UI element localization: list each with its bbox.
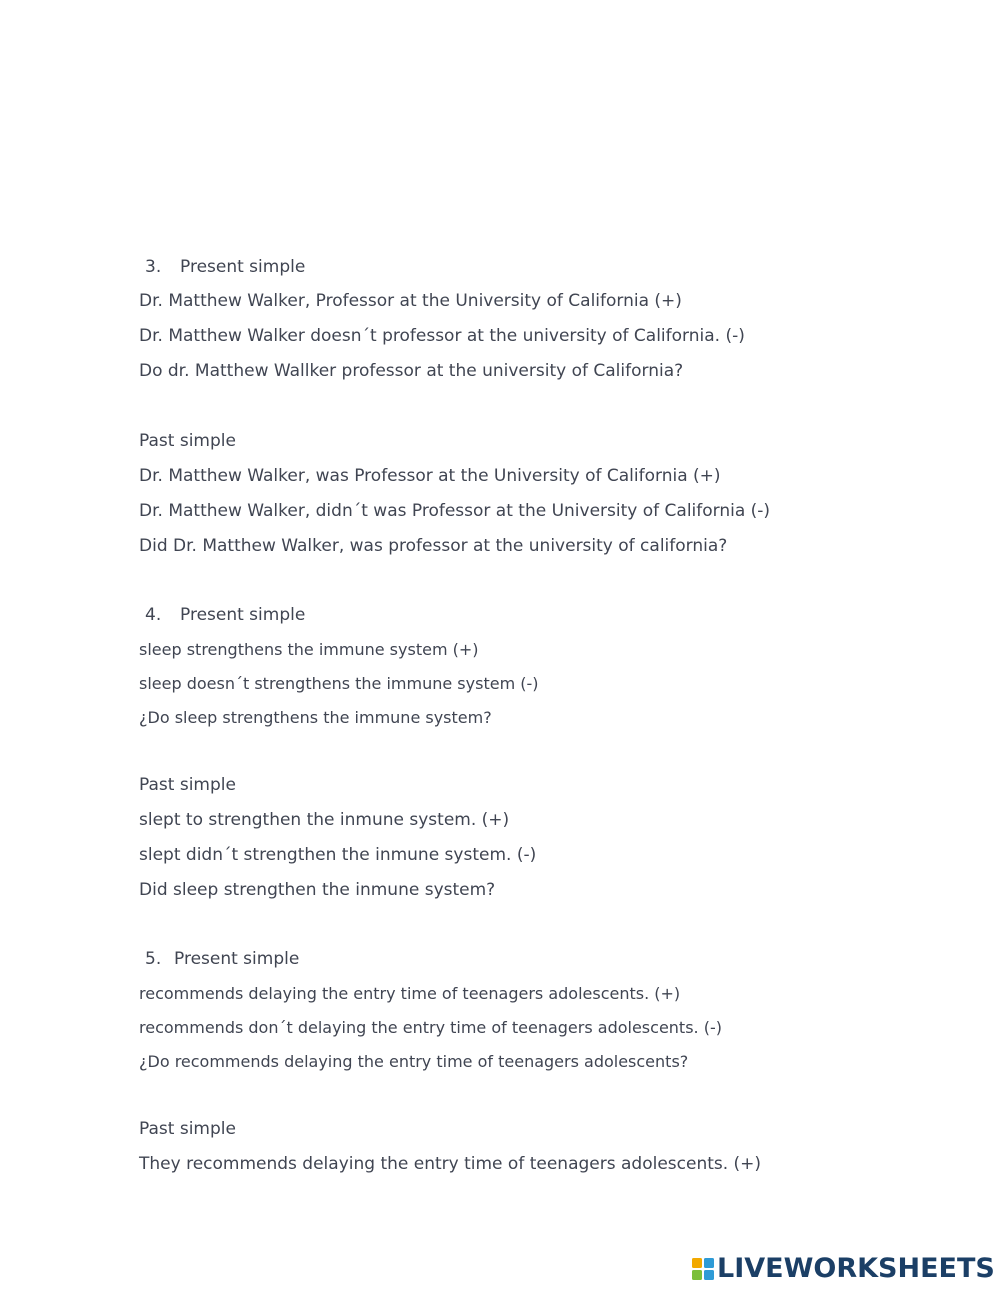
liveworksheets-logo-text: LIVEWORKSHEETS [717,1253,995,1284]
section-5-past-label: Past simple [139,1119,236,1139]
section-5-present-line-1: recommends delaying the entry time of teenagers adolescents. (+) [139,984,681,1003]
section-3-present-line-3: Do dr. Matthew Wallker professor at the university of California? [139,361,684,381]
section-3-heading [145,256,305,278]
liveworksheets-logo-icon [692,1258,714,1280]
section-3-past-line-2: Dr. Matthew Walker, didn´t was Professor at the University of California (-) [139,501,771,521]
section-3-present-label: Present simple [180,257,306,277]
section-4-present-line-3: ¿Do sleep strengthens the immune system? [139,708,492,727]
section-4-past-line-1: slept to strengthen the inmune system. (+) [139,810,510,830]
section-4-past-line-2: slept didn´t strengthen the inmune system. (-) [139,845,537,865]
section-3-past-line-1: Dr. Matthew Walker, was Professor at the University of California (+) [139,466,721,486]
section-4-past-label: Past simple [139,775,236,795]
section-5-past-line-1: They recommends delaying the entry time of teenagers adolescents. (+) [139,1154,762,1174]
section-4-past-line-3: Did sleep strengthen the inmune system? [139,880,496,900]
section-3-present-line-1: Dr. Matthew Walker, Professor at the University of California (+) [139,291,682,311]
section-3-past-line-3: Did Dr. Matthew Walker, was professor at the university of california? [139,536,728,556]
section-4-present-line-1: sleep strengthens the immune system (+) [139,640,479,659]
section-4-number: 4. [145,605,162,625]
section-5-present-line-2: recommends don´t delaying the entry time of teenagers adolescents. (-) [139,1018,722,1037]
liveworksheets-logo [692,1253,995,1285]
section-3-present-line-2: Dr. Matthew Walker doesn´t professor at the university of California. (-) [139,326,745,346]
section-5-heading [145,948,299,970]
section-4-present-label: Present simple [180,605,306,625]
section-5-present-label: Present simple [174,949,300,969]
section-3-number: 3. [145,257,162,277]
section-5-present-line-3: ¿Do recommends delaying the entry time of teenagers adolescents? [139,1052,689,1071]
section-4-heading [145,604,305,626]
section-4-present-line-2: sleep doesn´t strengthens the immune system (-) [139,674,539,693]
section-5-number: 5. [145,949,162,969]
section-3-past-label: Past simple [139,431,236,451]
